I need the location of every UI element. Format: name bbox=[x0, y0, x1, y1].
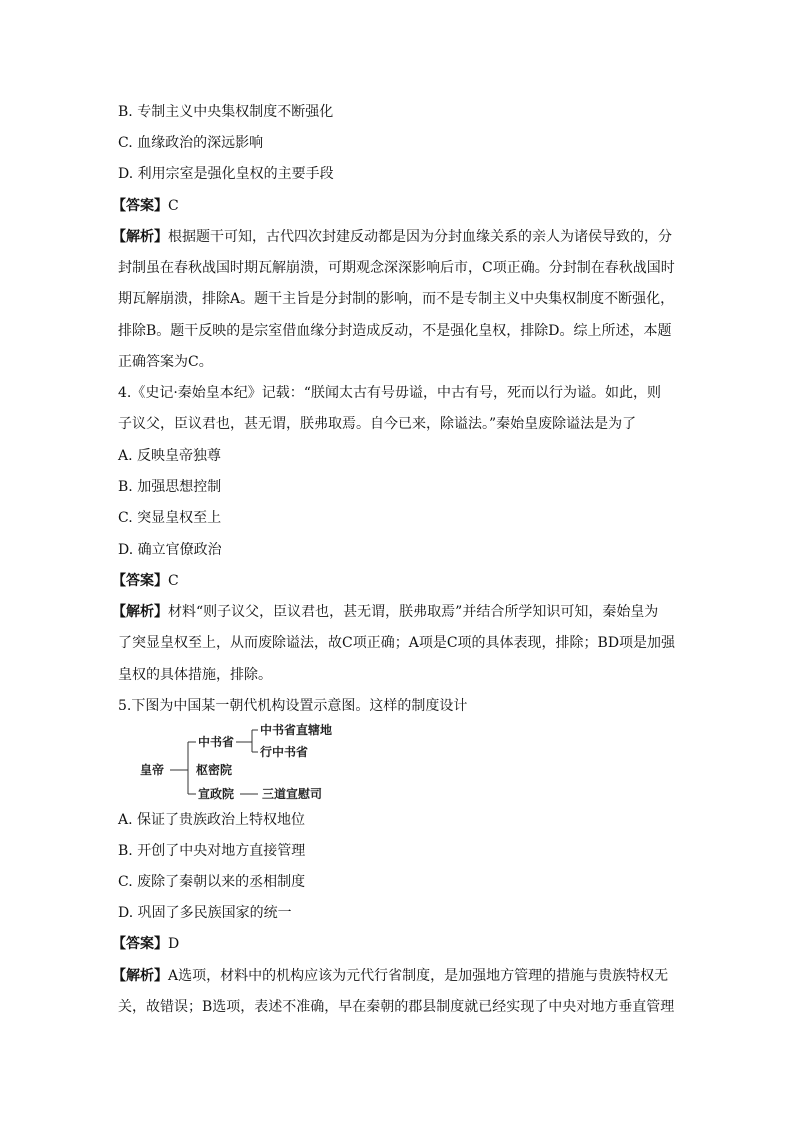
q4-analysis-label: 【解析】 bbox=[112, 604, 168, 620]
q3-answer-label: 【答案】 bbox=[112, 198, 168, 214]
q5-option-a: A. 保证了贵族政治上特权地位 bbox=[118, 812, 306, 828]
q4-option-b: B. 加强思想控制 bbox=[118, 479, 222, 495]
q3-analysis-text-1: 根据题干可知，古代四次封建反动都是因为分封血缘关系的亲人为诸侯导致的，分 bbox=[168, 229, 672, 245]
q3-option-d: D. 利用宗室是强化皇权的主要手段 bbox=[118, 166, 334, 182]
q3-analysis-label: 【解析】 bbox=[112, 229, 168, 245]
diagram-zhongshu-label: 中书省 bbox=[198, 735, 235, 749]
q3-option-b: B. 专制主义中央集权制度不断强化 bbox=[118, 104, 334, 120]
q5-answer-label: 【答案】 bbox=[112, 936, 168, 952]
q4-stem-line-1: 4.《史记·秦始皇本纪》记载：“朕闻太古有号毋谥，中古有号，死而以行为谥。如此，则 bbox=[118, 385, 661, 401]
diagram-sandao-label: 三道宣慰司 bbox=[262, 787, 323, 801]
q5-option-b: B. 开创了中央对地方直接管理 bbox=[118, 843, 306, 859]
q3-analysis-line-5: 正确答案为C。 bbox=[118, 354, 213, 370]
q3-analysis-line-2: 封制虽在春秋战国时期瓦解崩溃，可期观念深深影响后市，C项正确。分封制在春秋战国时 bbox=[118, 260, 675, 276]
q4-analysis-line-3: 皇权的具体措施，排除。 bbox=[118, 667, 272, 683]
diagram-shumi-label: 枢密院 bbox=[196, 763, 233, 777]
q4-option-c: C. 突显皇权至上 bbox=[118, 510, 222, 526]
q3-answer bbox=[112, 196, 672, 216]
diagram-root-label: 皇帝 bbox=[140, 763, 165, 777]
q4-stem-line-2: 子议父，臣议君也，甚无谓，朕弗取焉。自今已来，除谥法。”秦始皇废除谥法是为了 bbox=[118, 416, 637, 432]
diagram-xuanzheng-label: 宣政院 bbox=[198, 787, 235, 801]
diagram-xing-zhongshu-label: 行中书省 bbox=[260, 745, 309, 759]
q4-analysis-line-2: 了突显皇权至上，从而废除谥法，故C项正确；A项是C项的具体表现，排除；BD项是加强 bbox=[118, 635, 676, 651]
q5-analysis-text-1: A选项，材料中的机构应该为元代行省制度，是加强地方管理的措施与贵族特权无 bbox=[168, 968, 669, 984]
q4-option-a: A. 反映皇帝独尊 bbox=[118, 448, 222, 464]
diagram-zhongshu-direct-label: 中书省直辖地 bbox=[260, 723, 333, 737]
q3-analysis-line-4: 排除B。题干反映的是宗室借血缘分封造成反动，不是强化皇权，排除D。综上所述，本题 bbox=[118, 323, 672, 339]
q3-analysis-line-1 bbox=[112, 227, 672, 247]
q5-answer-value: D bbox=[168, 936, 180, 952]
q4-option-d: D. 确立官僚政治 bbox=[118, 542, 222, 558]
q4-answer bbox=[112, 571, 672, 591]
q5-option-c: C. 废除了秦朝以来的丞相制度 bbox=[118, 874, 306, 890]
q4-analysis-text-1: 材料“则子议父，臣议君也，甚无谓，朕弗取焉”并结合所学知识可知，秦始皇为 bbox=[168, 604, 659, 620]
q5-analysis-label: 【解析】 bbox=[112, 968, 168, 984]
q3-option-c: C. 血缘政治的深远影响 bbox=[118, 135, 264, 151]
q4-answer-label: 【答案】 bbox=[112, 573, 168, 589]
q5-analysis-line-2: 关，故错误；B选项，表述不准确，早在秦朝的郡县制度就已经实现了中央对地方垂直管理 bbox=[118, 999, 675, 1015]
q3-answer-value: C bbox=[168, 198, 179, 214]
q4-answer-value: C bbox=[168, 573, 179, 589]
q5-answer bbox=[112, 934, 672, 954]
institution-diagram-svg bbox=[140, 722, 340, 804]
q5-option-d: D. 巩固了多民族国家的统一 bbox=[118, 905, 292, 921]
q5-analysis-line-1 bbox=[112, 966, 672, 986]
q5-stem: 5.下图为中国某一朝代机构设置示意图。这样的制度设计 bbox=[118, 698, 468, 714]
q4-analysis-line-1 bbox=[112, 602, 672, 622]
institution-diagram bbox=[140, 722, 340, 804]
q3-analysis-line-3: 期瓦解崩溃，排除A。题干主旨是分封制的影响，而不是专制主义中央集权制度不断强化， bbox=[118, 291, 675, 307]
